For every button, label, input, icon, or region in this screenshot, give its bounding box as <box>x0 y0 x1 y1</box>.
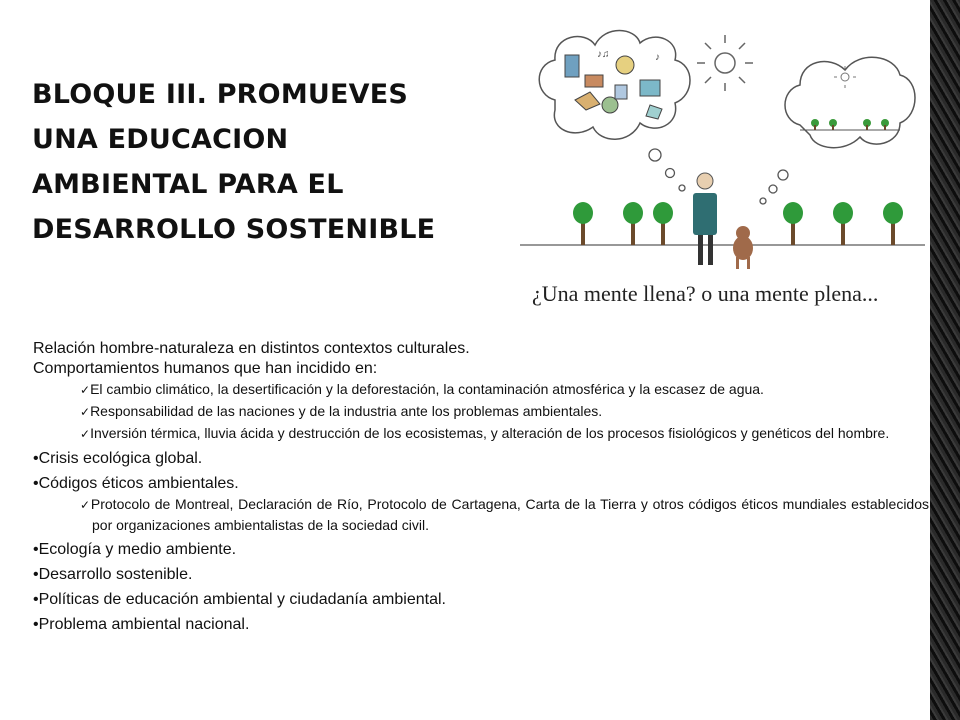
sub-item <box>80 379 929 400</box>
sub-item-text: El cambio climático, la desertificación y la deforestación, la contaminación atmosférica y la escasez de agua. <box>90 381 764 397</box>
intro-line: Relación hombre-naturaleza en distintos contextos culturales. <box>33 340 470 357</box>
bullet-item: •Crisis ecológica global. <box>33 450 203 467</box>
illustration-caption: ¿Una mente llena? o una mente plena... <box>532 281 879 306</box>
sub-item <box>80 401 929 422</box>
bullet-item: •Ecología y medio ambiente. <box>33 541 237 558</box>
sub-item <box>80 423 929 444</box>
title-line: BLOQUE III. PROMUEVES <box>32 79 409 110</box>
check-icon: ✓ <box>80 498 91 512</box>
bullet-item: •Políticas de educación ambiental y ciudadanía ambiental. <box>33 591 446 608</box>
sub-item-text: Responsabilidad de las naciones y de la industria ante los problemas ambientales. <box>90 403 603 419</box>
calm-mind-cloud <box>785 57 915 147</box>
calm-scene <box>800 66 900 130</box>
sun-icon <box>697 35 753 91</box>
mind-illustration <box>515 15 930 305</box>
svg-text:♪: ♪ <box>655 52 660 63</box>
title-line: UNA EDUCACION <box>32 124 289 155</box>
decorative-border <box>930 0 960 720</box>
thought-dots-left <box>649 149 685 191</box>
svg-text:♪♫: ♪♫ <box>597 49 610 60</box>
title-line: DESARROLLO SOSTENIBLE <box>32 214 436 245</box>
title-line: AMBIENTAL PARA EL <box>32 169 344 200</box>
dog-figure <box>733 226 753 269</box>
sub-item-text: Protocolo de Montreal, Declaración de Río, Protocolo de Cartagena, Carta de la Tierra y otros códigos éticos mundiales establecidos por organizaciones ambientalistas de la sociedad civil. <box>90 496 930 533</box>
person-figure <box>693 173 717 265</box>
check-icon: ✓ <box>80 427 91 441</box>
slide-title <box>32 72 472 252</box>
sub-item <box>80 494 929 535</box>
clutter-items <box>565 49 662 119</box>
bullet-item: •Desarrollo sostenible. <box>33 566 193 583</box>
check-icon: ✓ <box>80 383 91 397</box>
bullet-item: •Códigos éticos ambientales. <box>33 475 239 492</box>
bullet-item: •Problema ambiental nacional. <box>33 616 250 633</box>
sub-item-text: Inversión térmica, lluvia ácida y destrucción de los ecosistemas, y alteración de los procesos fisiológicos y genéticos del hombre. <box>90 425 890 441</box>
check-icon: ✓ <box>80 405 91 419</box>
slide-content <box>33 339 929 635</box>
intro-line: Comportamientos humanos que han incidido en: <box>33 360 378 377</box>
thought-dots-right <box>760 170 788 204</box>
